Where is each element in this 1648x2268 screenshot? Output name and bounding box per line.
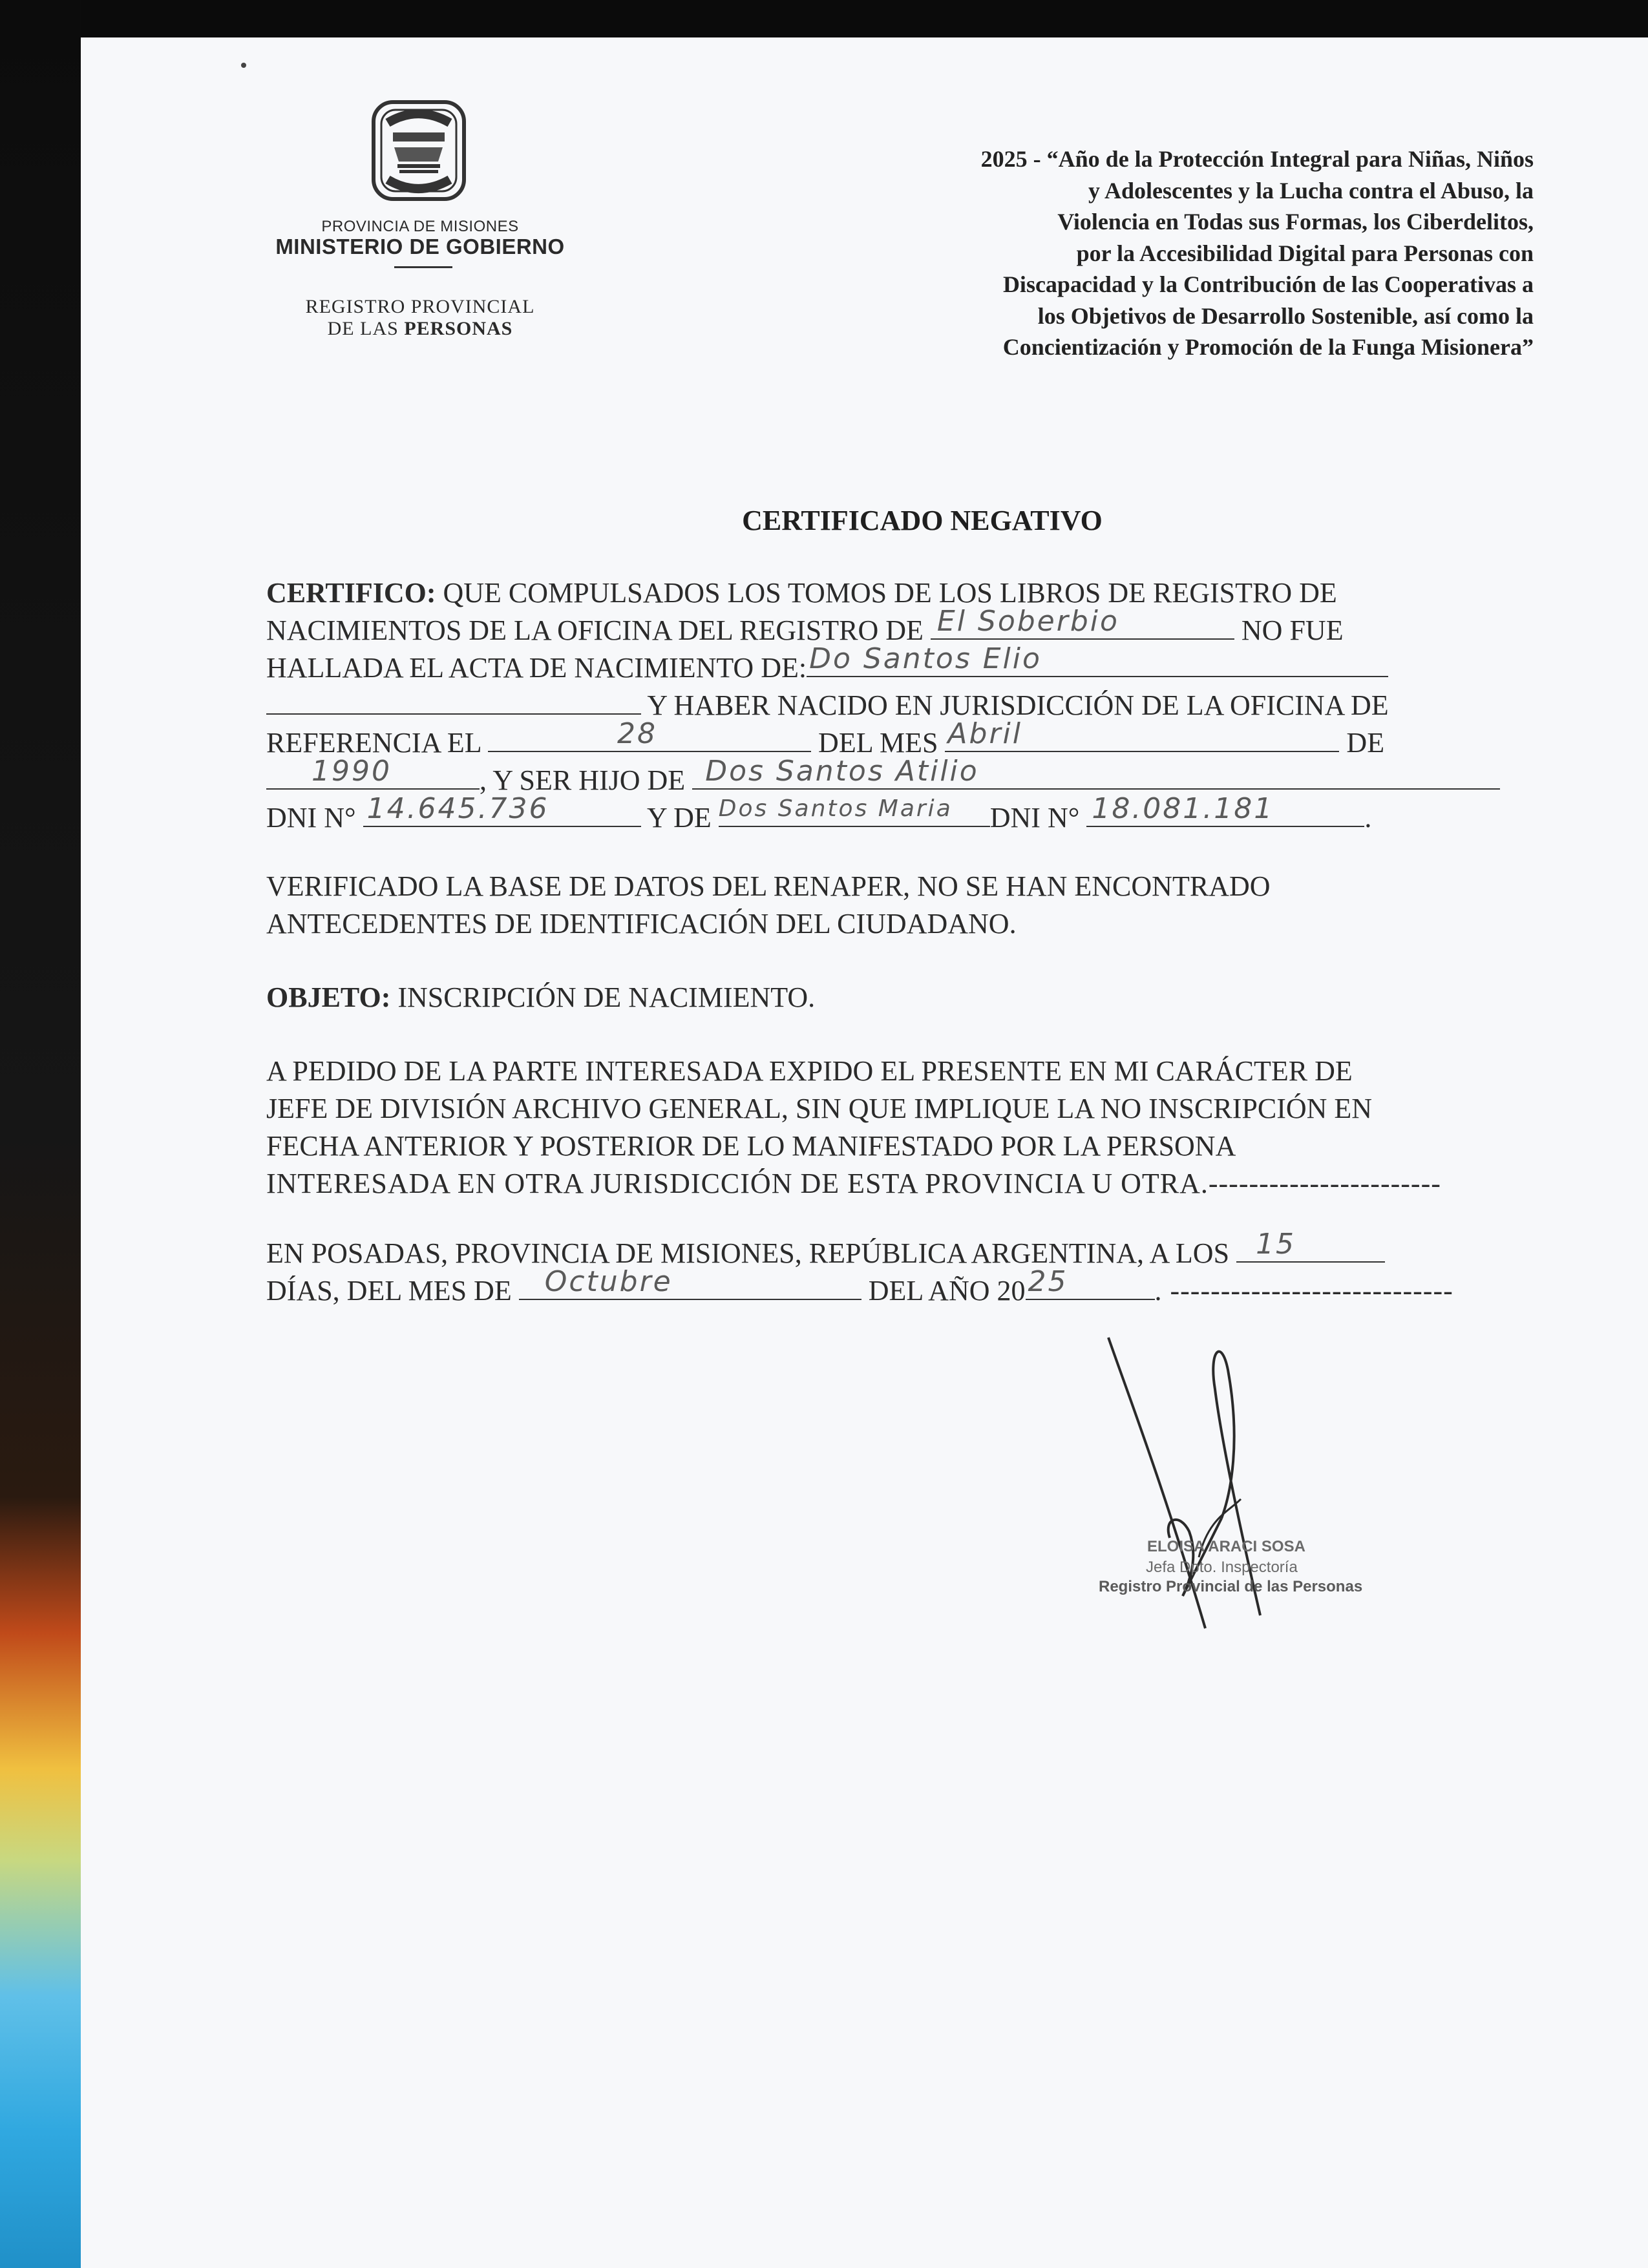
mother-handwritten: Dos Santos Maria [718, 795, 953, 822]
father-dni-handwritten: 14.645.736 [366, 792, 549, 825]
name-handwritten: Do Santos Elio [809, 642, 1042, 675]
month-handwritten: Abril [947, 717, 1022, 750]
issue-year-handwritten: 25 [1028, 1265, 1068, 1298]
renaper-line-2: ANTECEDENTES DE IDENTIFICACIÓN DEL CIUDADANO. [266, 908, 1017, 940]
year-handwritten: 1990 [312, 755, 392, 788]
mother-dni-handwritten: 18.081.181 [1092, 792, 1274, 825]
header-registry-line2: DE LAS PERSONAS [327, 318, 513, 339]
certifico-line-3: HALLADA EL ACTA DE NACIMIENTO DE: Do Santos Elio [266, 650, 1388, 686]
mother-dni-field[interactable] [1086, 792, 1364, 827]
day-handwritten: 28 [617, 717, 658, 750]
father-handwritten: Dos Santos Atilio [705, 755, 979, 788]
signatory-role: Jefa Dpto. Inspectoría [1146, 1559, 1298, 1576]
certifico-line-1: CERTIFICO: QUE COMPULSADOS LOS TOMOS DE LOS LIBROS DE REGISTRO DE [266, 577, 1337, 609]
renaper-line-1: VERIFICADO LA BASE DE DATOS DEL RENAPER, NO SE HAN ENCONTRADO [266, 870, 1271, 902]
certifico-line-5: REFERENCIA EL 28 DEL MES Abril DE [266, 717, 1385, 759]
issue-year-field[interactable] [1026, 1265, 1155, 1300]
pedido-line: INTERESADA EN OTRA JURISDICCIÓN DE ESTA PROVINCIA U OTRA.----------------------- [266, 1168, 1441, 1199]
issue-day-field[interactable] [1236, 1228, 1385, 1263]
certifico-line-7: DNI N° 14.645.736 Y DE Dos Santos Maria DNI N° 18.081.181 . [266, 792, 1372, 834]
header-registry-line1: REGISTRO PROVINCIAL [305, 296, 535, 317]
certifico-label: CERTIFICO: [266, 577, 436, 609]
issue-day-handwritten: 15 [1256, 1228, 1296, 1261]
motto-line: 2025 - “Año de la Protección Integral para Niñas, Niños [980, 146, 1534, 172]
issue-month-field[interactable] [519, 1265, 861, 1300]
provincia-misiones-seal [362, 97, 475, 204]
issue-month-handwritten: Octubre [544, 1265, 673, 1298]
name-field[interactable] [807, 642, 1388, 677]
year-motto [771, 143, 1534, 363]
header-province: PROVINCIA DE MISIONES [321, 218, 519, 235]
father-field[interactable] [692, 755, 1500, 790]
certifico-line-4: Y HABER NACIDO EN JURISDICCIÓN DE LA OFICINA DE [266, 688, 1389, 724]
motto-line: Discapacidad y la Contribución de las Cooperativas a [1002, 271, 1534, 297]
certifico-line-2: NACIMIENTOS DE LA OFICINA DEL REGISTRO DE El Soberbio NO FUE [266, 605, 1344, 646]
motto-line: los Objetivos de Desarrollo Sostenible, así como la [1037, 302, 1534, 329]
name-field-continued[interactable] [266, 688, 641, 715]
scan-speck [241, 63, 246, 68]
closing-line-2: DÍAS, DEL MES DE Octubre DEL AÑO 20 25 . ---------------------------- [266, 1265, 1453, 1307]
day-field[interactable] [488, 717, 811, 752]
mother-field[interactable] [718, 795, 990, 827]
pedido-line: FECHA ANTERIOR Y POSTERIOR DE LO MANIFESTADO POR LA PERSONA [266, 1130, 1236, 1162]
pedido-line: JEFE DE DIVISIÓN ARCHIVO GENERAL, SIN QUE IMPLIQUE LA NO INSCRIPCIÓN EN [266, 1093, 1373, 1124]
scan-top-border [0, 0, 1648, 40]
year-field[interactable] [266, 755, 480, 790]
document-title: CERTIFICADO NEGATIVO [742, 505, 1103, 536]
header-ministry: MINISTERIO DE GOBIERNO [275, 235, 565, 258]
header-divider [394, 266, 452, 268]
motto-line: y Adolescentes y la Lucha contra el Abuso, la [1088, 177, 1534, 204]
objeto-label: OBJETO: [266, 982, 391, 1013]
office-handwritten: El Soberbio [936, 605, 1119, 638]
office-field[interactable] [931, 605, 1234, 640]
objeto-line: OBJETO: INSCRIPCIÓN DE NACIMIENTO. [266, 982, 816, 1013]
closing-line-1: EN POSADAS, PROVINCIA DE MISIONES, REPÚBLICA ARGENTINA, A LOS 15 [266, 1235, 1385, 1272]
signatory-organization: Registro Provincial de las Personas [1099, 1578, 1363, 1595]
handwritten-signature [1092, 1325, 1415, 1648]
scan-left-edge [0, 0, 81, 2268]
motto-line: por la Accesibilidad Digital para Personas con [1076, 240, 1534, 266]
certifico-line-6: 1990 , Y SER HIJO DE Dos Santos Atilio [266, 762, 1500, 799]
pedido-line: A PEDIDO DE LA PARTE INTERESADA EXPIDO EL PRESENTE EN MI CARÁCTER DE [266, 1055, 1353, 1087]
motto-line: Violencia en Todas sus Formas, los Ciberdelitos, [1057, 209, 1534, 235]
signatory-name: ELOISA ARACI SOSA [1147, 1538, 1305, 1555]
father-dni-field[interactable] [363, 792, 641, 827]
motto-line: Concientización y Promoción de la Funga Misionera” [1002, 334, 1534, 360]
month-field[interactable] [945, 717, 1339, 752]
